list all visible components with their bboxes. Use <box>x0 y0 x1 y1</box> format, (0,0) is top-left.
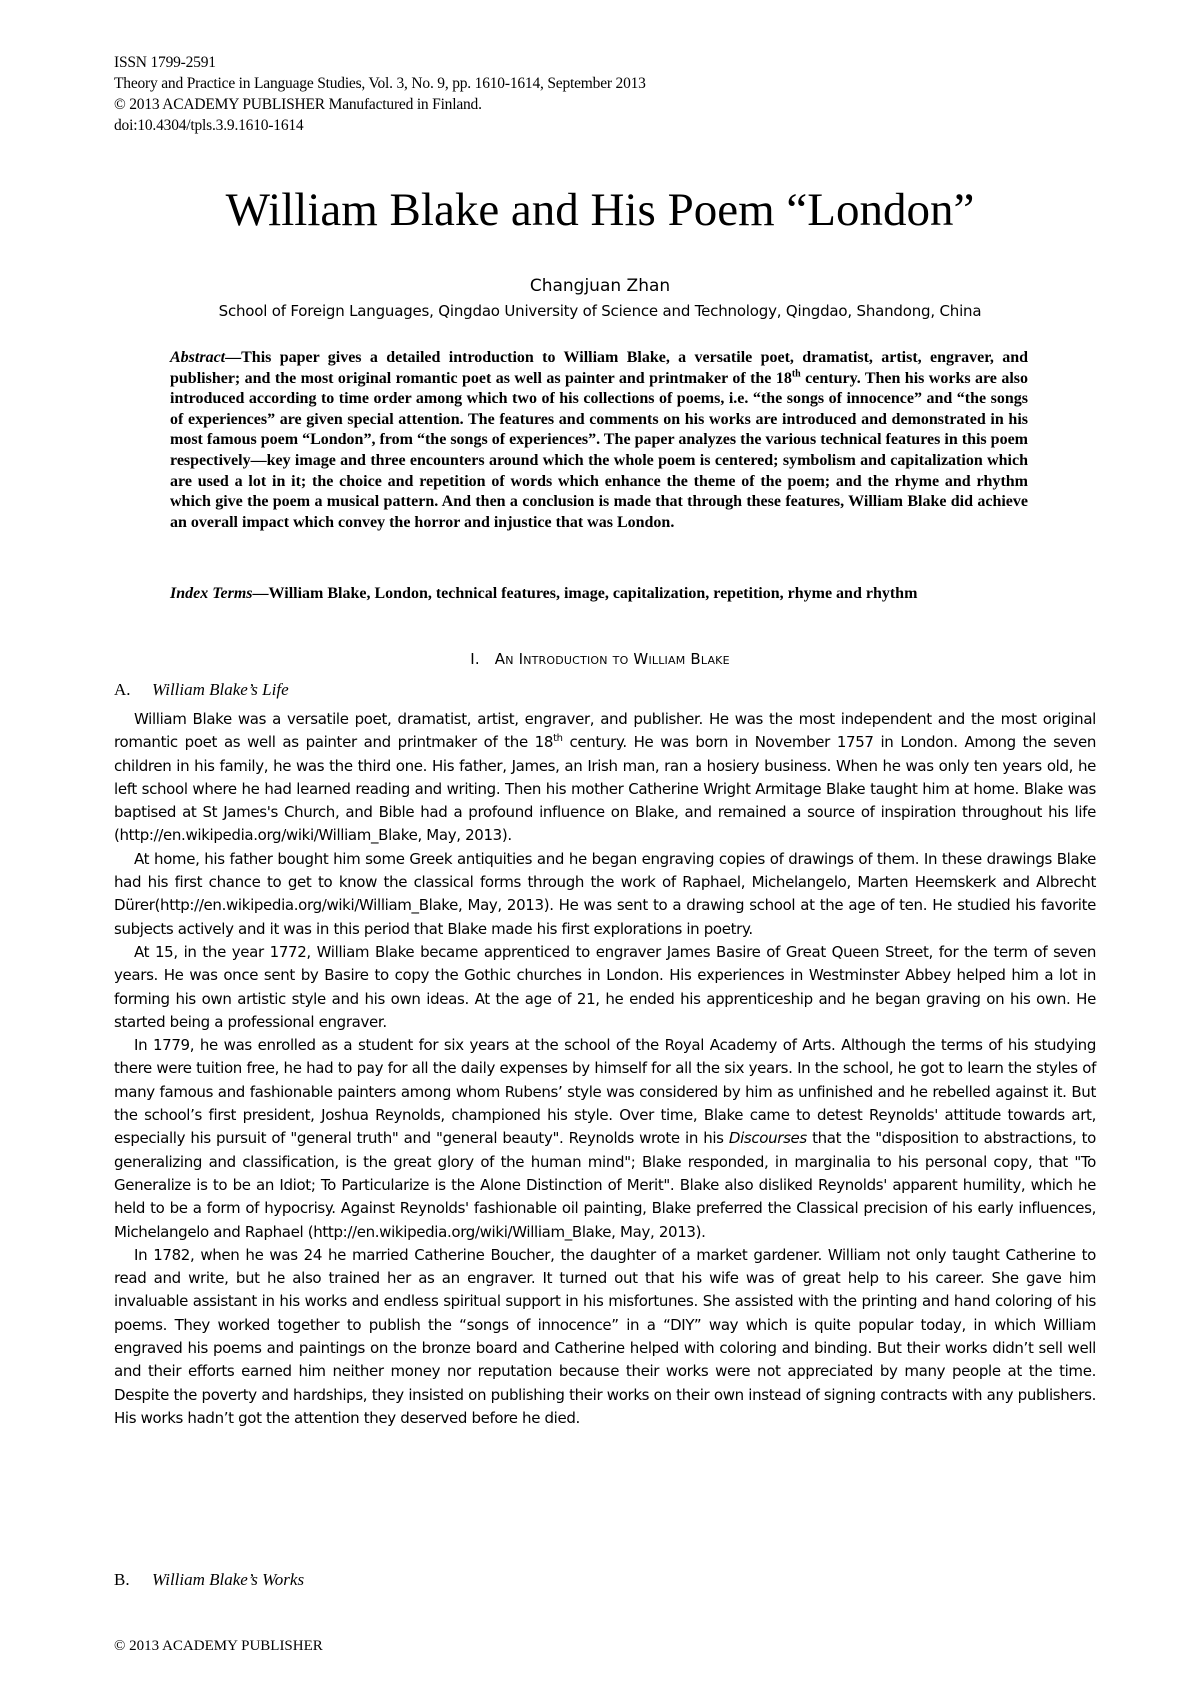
subsection-heading-b <box>114 1570 304 1590</box>
abstract-label: Abstract <box>170 349 226 366</box>
paragraph-text: In 1779, he was enrolled as a student for six years at the school of the Royal Academy of Arts. Although the terms of his studying there were tuition free, he had to pay for all the daily expenses by himself for all the six years. In the school, he got to learn the styles of many famous and fashionable painters among whom Rubens’ style was considered by him as unfinished and he rebelled against it. But the school’s first president, Joshua Reynolds, championed his style. Over time, Blake came to detest Reynolds' attitude towards art, especially his pursuit of "general truth" and "general beauty". Reynolds wrote in his <box>114 1036 1096 1148</box>
journal-citation: Theory and Practice in Language Studies, Vol. 3, No. 9, pp. 1610-1614, September 2013 <box>114 75 646 92</box>
doi: doi:10.4304/tpls.3.9.1610-1614 <box>114 117 304 134</box>
paragraph <box>114 708 1096 848</box>
copyright-line: © 2013 ACADEMY PUBLISHER Manufactured in Finland. <box>114 96 482 113</box>
subsection-title: William Blake’s Works <box>152 1570 305 1589</box>
index-terms <box>170 584 1050 604</box>
paper-title: William Blake and His Poem “London” <box>225 184 975 236</box>
superscript: th <box>553 733 563 745</box>
abstract <box>170 348 1028 533</box>
abstract-text: —This paper gives a detailed introduction to William Blake, a versatile poet, dramatist, artist, engraver, and publisher; and the most original romantic poet as well as painter and printmaker of the 18 <box>170 349 1028 387</box>
paragraph-text: century. He was born in November 1757 in London. Among the seven children in his family, he was the third one. His father, James, an Irish man, ran a hosiery business. When he was only ten years old, he left school where he had learned reading and writing. Then his mother Catherine Wright Armitage Blake taught him at home. Blake was baptised at St James's Church, and Bible had a profound influence on Blake, and remained a source of inspiration throughout his life (http://en.wikipedia.org/wiki/William_Blake, May, 2013). <box>114 733 1097 845</box>
abstract-superscript: th <box>791 368 801 380</box>
section-heading: I. An Introduction to William Blake <box>470 650 730 668</box>
paragraph: In 1782, when he was 24 he married Catherine Boucher, the daughter of a market gardener. William not only taught Catherine to read and write, but he also trained her as an engraver. It turned out that his wife was of great help to his career. She gave him invaluable assistant in his works and endless spiritual support in his misfortunes. She assisted with the printing and hand coloring of his poems. They worked together to publish the “songs of innocence” in a “DIY” way which is quite popular today, in which William engraved his poems and paintings on the bronze board and Catherine helped with coloring and binding. But their works didn’t sell well and their efforts earned him neither money nor reputation because their works were not appreciated by many people at the time. Despite the poverty and hardships, they insisted on publishing their works on their own instead of signing contracts with any publishers. His works hadn’t got the attention they deserved before he died. <box>114 1245 1096 1427</box>
author-affiliation: School of Foreign Languages, Qingdao University of Science and Technology, Qingdao, Shandong, China <box>218 302 982 320</box>
subsection-heading-a <box>114 680 289 700</box>
paragraph: At home, his father bought him some Greek antiquities and he began engraving copies of drawings of them. In these drawings Blake had his first chance to get to know the classical forms through the work of Raphael, Michelangelo, Marten Heemskerk and Albrecht Dürer(http://en.wikipedia.org/wiki/William_Blake, May, 2013). He was sent to a drawing school at the age of ten. He studied his favorite subjects actively and it was in this period that Blake made his first explorations in poetry. <box>114 849 1096 938</box>
index-terms-text: —William Blake, London, technical features, image, capitalization, repetition, rhyme and rhythm <box>252 585 918 602</box>
subsection-number: A. <box>114 680 131 699</box>
paragraph: At 15, in the year 1772, William Blake became apprenticed to engraver James Basire of Great Queen Street, for the term of seven years. He was once sent by Basire to copy the Gothic churches in London. His experiences in Westminster Abbey helped him a lot in forming his own artistic style and his own ideas. At the age of 21, he ended his apprenticeship and he began graving on his own. He started being a professional engraver. <box>114 942 1096 1031</box>
paragraph <box>114 1034 1096 1244</box>
issn: ISSN 1799-2591 <box>114 54 216 71</box>
subsection-number: B. <box>114 1570 130 1589</box>
page-footer: © 2013 ACADEMY PUBLISHER <box>114 1638 323 1654</box>
subsection-title: William Blake’s Life <box>152 680 289 699</box>
journal-header <box>114 52 646 136</box>
author-name: Changjuan Zhan <box>529 276 671 296</box>
paragraph-text: William Blake was a versatile poet, dramatist, artist, engraver, and publisher. He was the most independent and the most original romantic poet as well as painter and printmaker of the 18 <box>114 710 1096 752</box>
paragraph-text: that the "disposition to abstractions, to generalizing and classification, is the great glory of the human mind"; Blake responded, in marginalia to his personal copy, that "To Generalize is to be an Idiot; To Particularize is the Alone Distinction of Merit". Blake also disliked Reynolds' apparent humility, which he held to be a form of hypocrisy. Against Reynolds' fashionable oil painting, Blake preferred the Classical precision of his early influences, Michelangelo and Raphael (http://en.wikipedia.org/wiki/William_Blake, May, 2013). <box>114 1129 1096 1241</box>
body-text <box>114 708 1096 1430</box>
italic-title: Discourses <box>728 1129 807 1148</box>
abstract-text-cont: century. Then his works are also introduced according to time order among which two of his collections of poems, i.e. “the songs of innocence” and “the songs of experiences” are given special attention. The features and comments on his works are introduced and demonstrated in his most famous poem “London”, from “the songs of experiences”. The paper analyzes the various technical features in this poem respectively—key image and three encounters around which the whole poem is centered; symbolism and capitalization which are used a lot in it; the choice and repetition of words which enhance the theme of the poem; and the rhyme and rhythm which give the poem a musical pattern. And then a conclusion is made that through these features, William Blake did achieve an overall impact which convey the horror and injustice that was London. <box>170 369 1029 531</box>
index-terms-label: Index Terms <box>170 585 253 602</box>
